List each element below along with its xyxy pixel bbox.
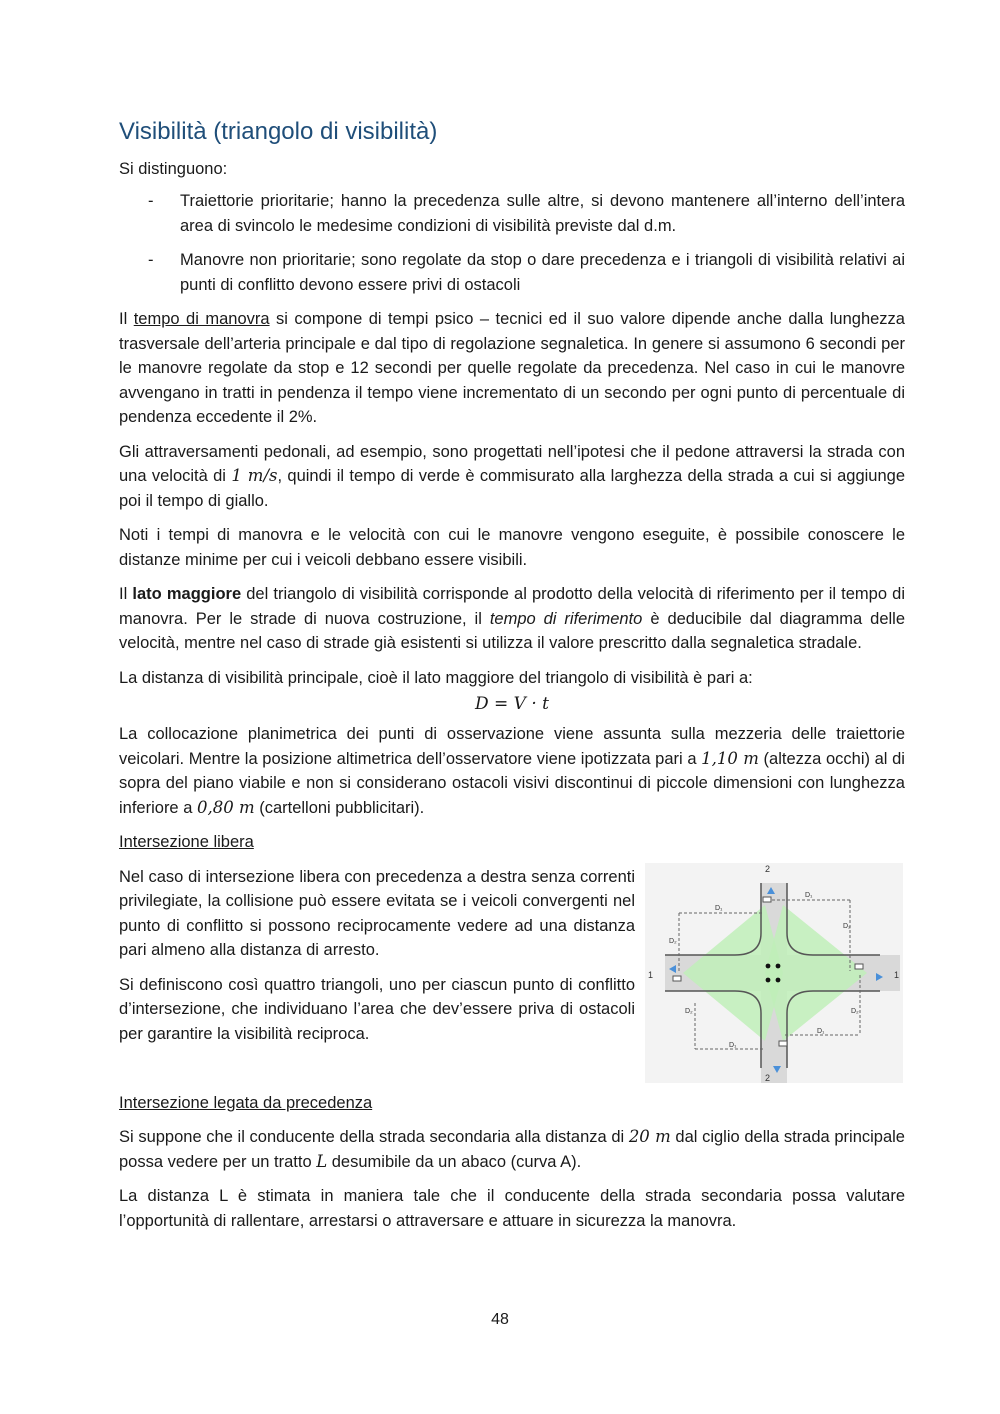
dash-bullet: -: [148, 251, 154, 270]
math-value: 1,10 m: [701, 748, 759, 768]
label-road-2-bottom: 2: [765, 1072, 771, 1083]
paragraph-distanza-visibilita: La distanza di visibilità principale, cioè il lato maggiore del triangolo di visibilità è pari a:: [119, 668, 753, 687]
intro-text: Si distinguono:: [119, 159, 228, 178]
vehicle: [855, 964, 863, 969]
section-title: Visibilità (triangolo di visibilità): [119, 118, 438, 145]
list-item-text: Traiettorie prioritarie; hanno la precedenza sulle altre, si devono mantenere all’interno dell’intera area di svincolo le medesime condizioni di visibilità previste dal d.m.: [180, 192, 905, 235]
dash-bullet: -: [148, 192, 154, 211]
math-value: 1 m/s: [231, 466, 278, 486]
text-run: del triangolo di visibilità corrisponde al prodotto della velocità di riferimento per il tempo di manovra. Per le strade di nuova costruzione, il: [119, 585, 905, 628]
paragraph-collocazione: [119, 722, 905, 820]
list-item: [119, 248, 905, 297]
text-run: dal ciglio della strada principale possa vedere per un tratto: [119, 1128, 905, 1171]
math-value: 0,80 m: [196, 797, 255, 817]
text-run: Il: [119, 310, 134, 329]
label-d1: D₁: [715, 904, 723, 912]
underlined-term: tempo di manovra: [133, 310, 270, 329]
page-number: 48: [491, 1311, 509, 1328]
label-d1: D₁: [817, 1027, 825, 1035]
paragraph-distanza-L: La distanza L è stimata in maniera tale che il conducente della strada secondaria possa valutare l’opportunità di rallentare, arrestarsi o attraversare e attuare in sicurezza la manovra.: [119, 1187, 905, 1230]
text-run: Il: [119, 585, 133, 604]
intersection-text: [119, 865, 635, 1047]
paragraph-distanze: Noti i tempi di manovra e le velocità con cui le manovre vengono eseguite, è possibile conoscere le distanze minime per cui i veicoli debbano essere visibili.: [119, 526, 905, 569]
text-run: è deducibile dal diagramma delle velocità, mentre nel caso di strade già esistenti si utilizza il valore prescritto dalla segnaletica stradale.: [119, 609, 906, 653]
label-d2: D₂: [843, 922, 851, 930]
label-d2: D₂: [851, 1007, 859, 1015]
math-value: 20 m: [628, 1127, 671, 1147]
math-value: L: [316, 1151, 328, 1171]
text-run: desumibile da un abaco (curva A).: [327, 1152, 582, 1171]
label-road-1-left: 1: [648, 969, 654, 980]
label-d2: D₂: [685, 1007, 693, 1015]
paragraph-quattro-triangoli: Si definiscono così quattro triangoli, uno per ciascun punto di conflitto d’intersezione, che individuano l’area che dev’essere priva di ostacoli per garantire la visibilità reciproca.: [119, 975, 635, 1043]
text-run: La collocazione planimetrica dei punti di osservazione viene assunta sulla mezzeria delle traiettorie veicolari. Mentre la posizione altimetrica dell’osservatore viene ipotizzata pari a: [119, 725, 905, 768]
subheading-intersezione-libera: Intersezione libera: [119, 833, 254, 852]
text-run: Si suppone che il conducente della strada secondaria alla distanza di: [119, 1128, 629, 1147]
page-content: [119, 118, 905, 1233]
text-run: (altezza occhi) al di sopra del piano viabile e non si considerano ostacoli visivi discontinui di piccole dimensioni con lunghezza inferiore a: [119, 749, 905, 817]
text-run: , quindi il tempo di verde è commisurato alla larghezza della strada a cui si aggiunge poi il tempo di giallo.: [119, 467, 906, 510]
vehicle: [673, 976, 681, 981]
label-d2: D₂: [669, 937, 677, 945]
vehicle: [763, 897, 771, 902]
subheading-intersezione-precedenza: Intersezione legata da precedenza: [119, 1093, 373, 1112]
paragraph-lato-maggiore: [119, 582, 905, 656]
paragraph-tempo-manovra: [119, 307, 905, 430]
text-run: (cartelloni pubblicitari).: [254, 798, 425, 817]
label-d1: D₁: [805, 891, 813, 899]
list-item-text: Manovre non prioritarie; sono regolate da stop o dare precedenza e i triangoli di visibilità relativi ai punti di conflitto devono essere privi di ostacoli: [180, 251, 905, 294]
vehicle: [779, 1041, 787, 1046]
intersection-section: [119, 865, 905, 1083]
formula: D = V · t: [474, 694, 549, 715]
visibility-triangle-diagram: [645, 863, 903, 1083]
paragraph-pedonali: [119, 440, 905, 514]
bullet-list: [119, 189, 905, 297]
label-road-1-right: 1: [894, 969, 900, 980]
italic-term: tempo di riferimento: [489, 609, 643, 628]
label-d1: D₁: [729, 1041, 737, 1049]
bold-term: lato maggiore: [132, 585, 242, 604]
paragraph-conducente: [119, 1125, 905, 1174]
text-run: si compone di tempi psico – tecnici ed il suo valore dipende anche dalla lunghezza trasversale dell’arteria principale e dal tipo di regolazione segnaletica. In genere si assumono 6 secondi per le manovre regolate da stop e 12 secondi per quelle regolate da precedenza. Nel caso in cui le manovre avvengano in tratti in pendenza il tempo viene incrementato di un secondo per ogni punto di percentuale di pendenza eccedente il 2%.: [119, 310, 905, 427]
paragraph-intersezione-libera: Nel caso di intersezione libera con precedenza a destra senza correnti privilegiate, la collisione può essere evitata se i veicoli convergenti nel punto di conflitto si possono reciprocamente vedere ad una distanza pari almeno alla distanza di arresto.: [119, 867, 635, 960]
text-run: Gli attraversamenti pedonali, ad esempio, sono progettati nell’ipotesi che il pedone attraversi la strada con una velocità di: [119, 442, 905, 486]
label-road-2-top: 2: [765, 863, 771, 874]
list-item: [119, 189, 905, 238]
